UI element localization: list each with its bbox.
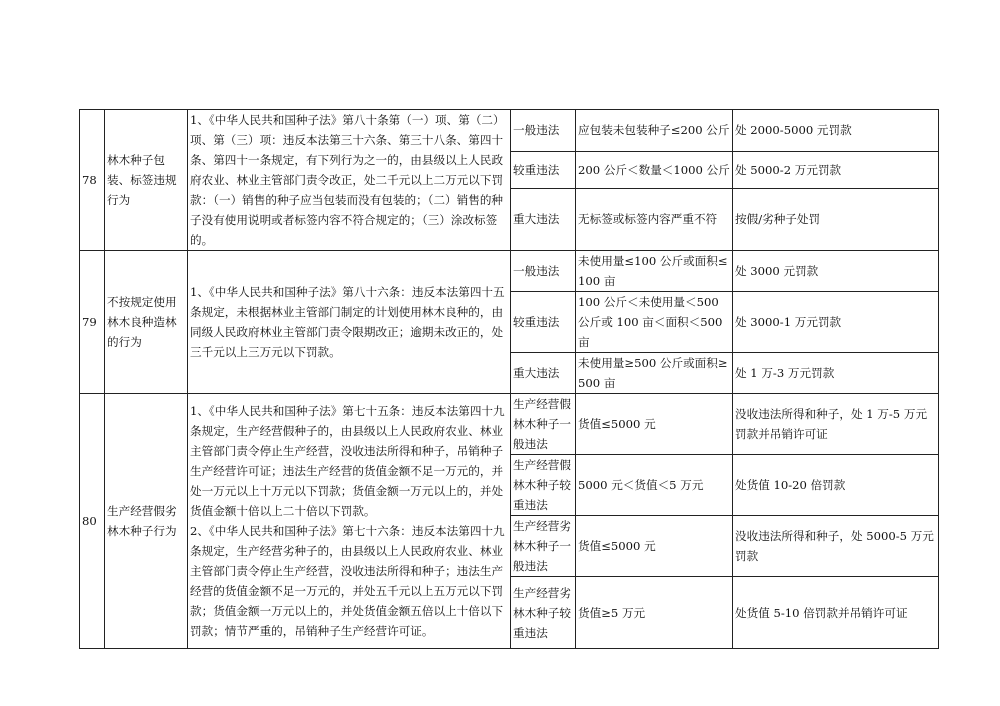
penalty-standard: 没收违法所得和种子，处 5000-5 万元罚款 [733, 516, 939, 577]
violation-condition: 5000 元＜货值＜5 万元 [576, 455, 733, 516]
violation-level: 生产经营劣林木种子较重违法 [511, 577, 576, 649]
violation-level: 生产经营假林木种子一般违法 [511, 394, 576, 455]
item-number: 80 [80, 394, 105, 649]
penalty-standard: 处 5000-2 万元罚款 [733, 151, 939, 188]
violation-level: 重大违法 [511, 188, 576, 250]
table-row [80, 394, 939, 455]
penalty-standard: 处 3000 元罚款 [733, 251, 939, 292]
item-number: 78 [80, 110, 105, 251]
violation-condition: 100 公斤＜未使用量＜500 公斤或 100 亩＜面积＜500 亩 [576, 292, 733, 353]
violation-condition: 无标签或标签内容严重不符 [576, 188, 733, 250]
table-row [80, 251, 939, 292]
penalty-standard: 处货值 5-10 倍罚款并吊销许可证 [733, 577, 939, 649]
violation-condition: 应包装未包装种子≤200 公斤 [576, 110, 733, 152]
violation-level: 一般违法 [511, 251, 576, 292]
violation-level: 生产经营劣林木种子一般违法 [511, 516, 576, 577]
violation-level: 生产经营假林木种子较重违法 [511, 455, 576, 516]
penalty-standard: 按假/劣种子处罚 [733, 188, 939, 250]
violation-condition: 货值≤5000 元 [576, 394, 733, 455]
violation-condition: 未使用量≤100 公斤或面积≤100 亩 [576, 251, 733, 292]
violation-level: 重大违法 [511, 353, 576, 394]
violation-name: 林木种子包装、标签违规行为 [105, 110, 188, 251]
violation-condition: 未使用量≥500 公斤或面积≥500 亩 [576, 353, 733, 394]
penalty-standard: 处 2000-5000 元罚款 [733, 110, 939, 152]
penalty-standard: 没收违法所得和种子，处 1 万-5 万元罚款并吊销许可证 [733, 394, 939, 455]
violation-name: 生产经营假劣林木种子行为 [105, 394, 188, 649]
violation-name: 不按规定使用林木良种造林的行为 [105, 251, 188, 394]
penalty-standard: 处 1 万-3 万元罚款 [733, 353, 939, 394]
table-row [80, 110, 939, 152]
violation-level: 较重违法 [511, 151, 576, 188]
violation-condition: 货值≤5000 元 [576, 516, 733, 577]
violation-level: 较重违法 [511, 292, 576, 353]
violation-level: 一般违法 [511, 110, 576, 152]
legal-basis: 1、《中华人民共和国种子法》第七十五条：违反本法第四十九条规定，生产经营假种子的，由县级以上人民政府农业、林业主管部门责令停止生产经营，没收违法所得和种子，吊销种子生产经营许可证；违法生产经营的货值金额不足一万元的，并处一万元以上十万元以下罚款；货值金额一万元以上的，并处货值金额十倍以上二十倍以下罚款。 2、《中华人民共和国种子法》第七十六条：违反本法第四十九条规定，生产经营劣种子的，由县级以上人民政府农业、林业主管部门责令停止生产经营，没收违法所得和种子；违法生产经营的货值金额不足一万元的，并处五千元以上五万元以下罚款；货值金额一万元以上的，并处货值金额五倍以上十倍以下罚款；情节严重的，吊销种子生产经营许可证。 [188, 394, 511, 649]
penalty-standard: 处 3000-1 万元罚款 [733, 292, 939, 353]
penalty-standard: 处货值 10-20 倍罚款 [733, 455, 939, 516]
violation-condition: 货值≥5 万元 [576, 577, 733, 649]
legal-basis: 1、《中华人民共和国种子法》第八十条第（一）项、第（二）项、第（三）项：违反本法第三十六条、第三十八条、第四十条、第四十一条规定，有下列行为之一的，由县级以上人民政府农业、林业主管部门责令改正，处二千元以上二万元以下罚款：（一）销售的种子应当包装而没有包装的；（二）销售的种子没有使用说明或者标签内容不符合规定的；（三）涂改标签的。 [188, 110, 511, 251]
violation-condition: 200 公斤＜数量＜1000 公斤 [576, 151, 733, 188]
legal-basis: 1、《中华人民共和国种子法》第八十六条：违反本法第四十五条规定，未根据林业主管部门制定的计划使用林木良种的，由同级人民政府林业主管部门责令限期改正；逾期未改正的，处三千元以上三万元以下罚款。 [188, 251, 511, 394]
item-number: 79 [80, 251, 105, 394]
penalty-standard-table [79, 109, 939, 649]
